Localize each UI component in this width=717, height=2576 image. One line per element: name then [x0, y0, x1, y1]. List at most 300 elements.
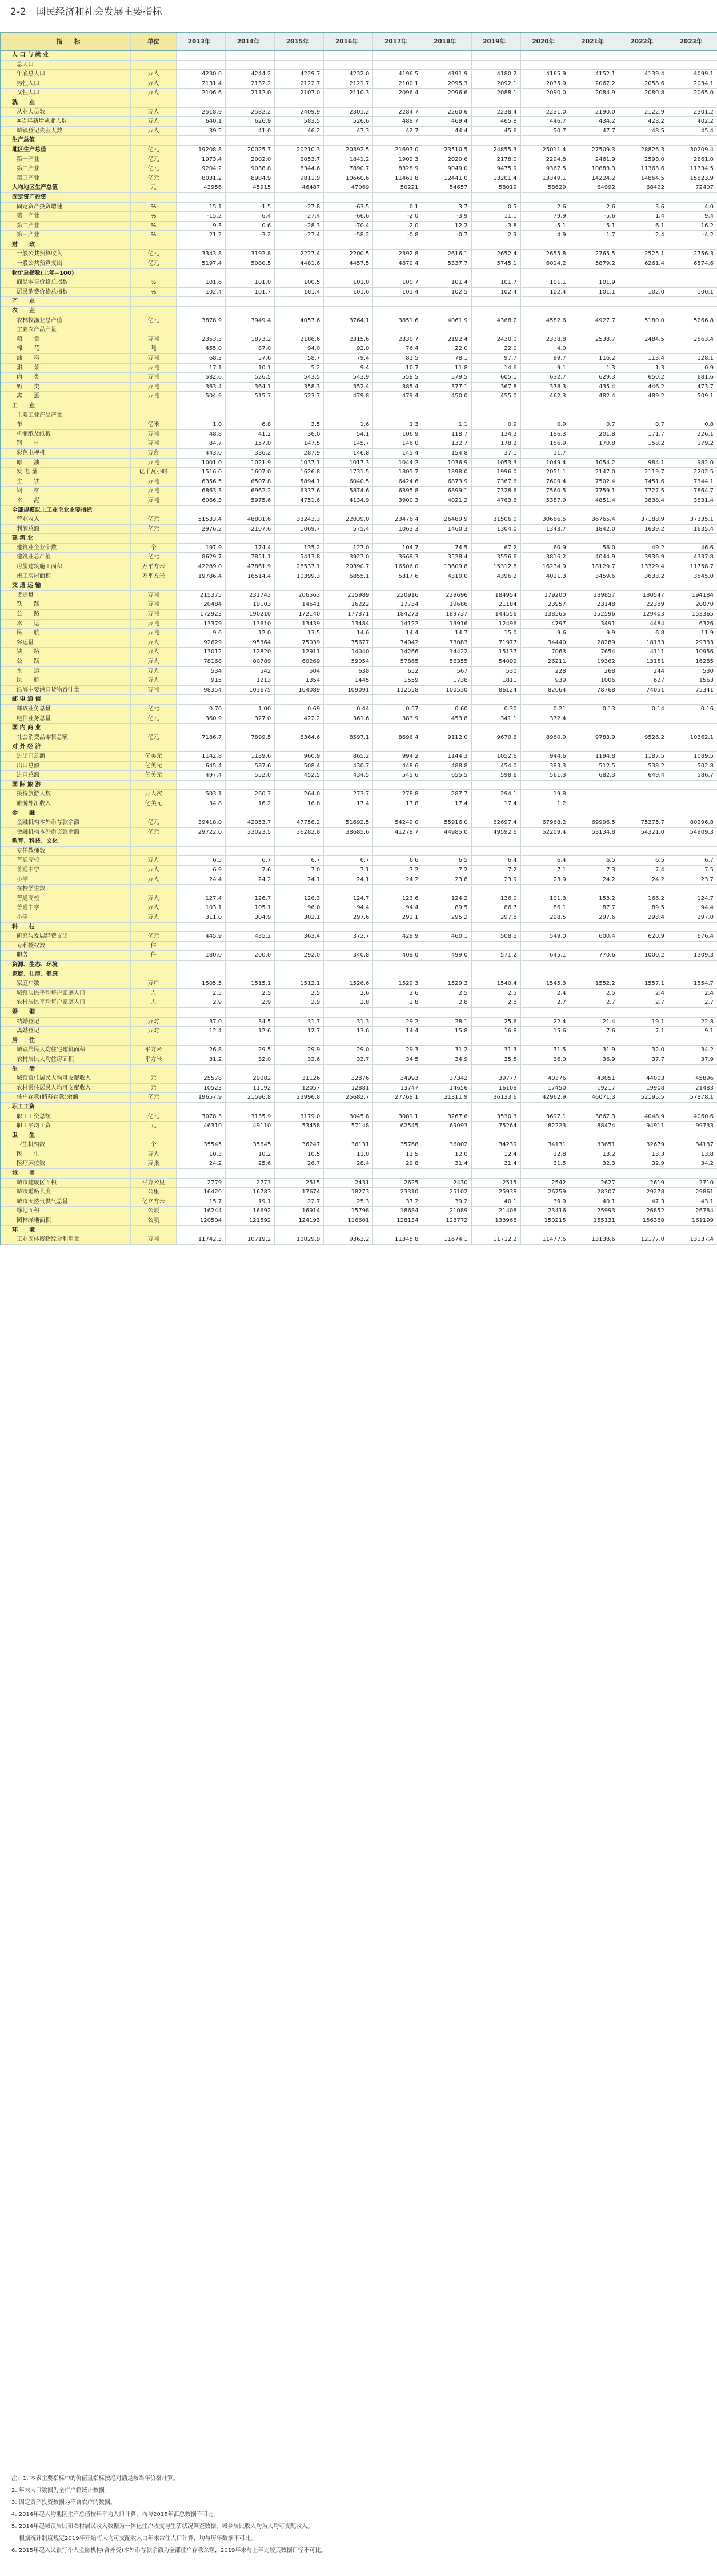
value-cell [226, 1036, 275, 1046]
indicator-unit: 亿元 [131, 714, 177, 724]
value-cell [275, 401, 324, 411]
indicator-unit [131, 534, 177, 543]
value-cell: 34.9 [422, 1055, 471, 1064]
value-cell: 16244 [177, 1207, 226, 1216]
indicator-name: 离婚登记 [1, 1027, 131, 1036]
value-cell: 9.6 [177, 629, 226, 638]
value-cell: 2.7 [521, 998, 570, 1007]
value-cell [373, 534, 422, 543]
value-cell [275, 1131, 324, 1140]
value-cell: 4232.0 [324, 70, 373, 79]
value-cell: 20484 [177, 600, 226, 609]
value-cell [422, 1008, 471, 1017]
value-cell: 75677 [324, 638, 373, 648]
indicator-name: 普通高校 [1, 894, 131, 903]
value-cell [619, 449, 668, 458]
value-cell [275, 837, 324, 846]
value-cell: 129403 [619, 610, 668, 619]
value-cell: 17.4 [472, 799, 521, 809]
indicator-name: 城市建成区面积 [1, 1179, 131, 1188]
indicator-unit [131, 885, 177, 894]
value-cell: 34993 [373, 1074, 422, 1083]
indicator-name: 固定资产投资 [1, 193, 131, 202]
indicator-unit: 亿元 [131, 259, 177, 268]
value-cell [570, 942, 619, 951]
indicator-name: 进出口总额 [1, 752, 131, 761]
value-cell [177, 136, 226, 145]
value-cell: 37.9 [668, 1055, 717, 1064]
value-cell [521, 401, 570, 411]
table-row [1, 553, 717, 562]
value-cell: 5266.8 [668, 316, 717, 325]
note-line: 注：1. 本表主要指标中的价值量指标按绝对额是按当年价格计算。 [11, 2475, 179, 2482]
indicator-unit: 万人 [131, 913, 177, 922]
value-cell: 1540.4 [472, 979, 521, 988]
value-cell: 146.8 [324, 449, 373, 458]
value-cell [521, 534, 570, 543]
indicator-unit: 万台 [131, 449, 177, 458]
indicator-name: 国 际 旅 游 [1, 781, 131, 790]
value-cell [177, 923, 226, 932]
value-cell: 136.0 [472, 894, 521, 903]
value-cell: 16.8 [275, 799, 324, 809]
table-row [1, 790, 717, 799]
value-cell [472, 1103, 521, 1112]
value-cell: 0.7 [570, 420, 619, 429]
value-cell: 24.1 [275, 875, 324, 885]
value-cell: 1194.8 [570, 752, 619, 761]
value-cell [472, 885, 521, 894]
indicator-name: 普通中学 [1, 903, 131, 913]
value-cell: 79.9 [521, 212, 570, 221]
value-cell [324, 885, 373, 894]
value-cell: 31.4 [422, 1159, 471, 1168]
value-cell: 13151 [619, 657, 668, 666]
table-row [1, 70, 717, 79]
value-cell: 99733 [668, 1122, 717, 1131]
table-row [1, 108, 717, 118]
value-cell: 28.4 [324, 1159, 373, 1168]
value-cell: 13609.8 [422, 562, 471, 572]
value-cell: 6.7 [668, 856, 717, 865]
value-cell [324, 581, 373, 590]
value-cell: 33.7 [324, 1055, 373, 1064]
value-cell [373, 961, 422, 970]
value-cell: 26852 [619, 1207, 668, 1216]
value-cell [422, 581, 471, 590]
value-cell [668, 1065, 717, 1074]
value-cell [422, 961, 471, 970]
indicator-name: 第三产业 [1, 231, 131, 240]
value-cell: 1187.5 [619, 752, 668, 761]
indicator-unit: 万人 [131, 856, 177, 865]
value-cell [226, 193, 275, 202]
value-cell: 1037.1 [275, 459, 324, 468]
value-cell [373, 724, 422, 733]
indicator-name: 机制纸及纸板 [1, 430, 131, 439]
value-cell: 13138.6 [570, 1235, 619, 1244]
value-cell: 2301.2 [668, 108, 717, 117]
value-cell: 55916.0 [422, 818, 471, 827]
value-cell: 2084.9 [570, 89, 619, 98]
value-cell: 6574.6 [668, 259, 717, 268]
value-cell [373, 742, 422, 751]
value-cell [177, 411, 226, 420]
indicator-name: 国 内 商 业 [1, 724, 131, 733]
value-cell: 865.2 [324, 752, 373, 761]
value-cell: 3045.8 [324, 1112, 373, 1122]
value-cell: 47861.9 [226, 562, 275, 572]
indicator-name: 普通高校 [1, 856, 131, 865]
value-cell: 10399.3 [275, 572, 324, 581]
table-row [1, 544, 717, 553]
value-cell: 575.4 [324, 525, 373, 534]
value-cell: 37.7 [619, 1055, 668, 1064]
indicator-name: 在校学生数 [1, 885, 131, 894]
value-cell: 40.1 [570, 1197, 619, 1207]
value-cell: 40376 [521, 1074, 570, 1083]
indicator-unit: 公顷 [131, 1216, 177, 1225]
value-cell: 82064 [521, 686, 570, 695]
value-cell: 179200 [521, 591, 570, 600]
table-row [1, 525, 717, 535]
value-cell: 3267.6 [422, 1112, 471, 1122]
value-cell: 1526.6 [324, 979, 373, 988]
value-cell: 58.7 [275, 354, 324, 363]
indicator-unit: 亿美元 [131, 771, 177, 780]
value-cell [177, 1065, 226, 1074]
section-row [1, 1226, 717, 1236]
value-cell: 915 [177, 676, 226, 685]
value-cell: 676.4 [668, 932, 717, 941]
value-cell: 488.8 [422, 762, 471, 771]
value-cell: 503.1 [177, 790, 226, 799]
value-cell: 479.4 [373, 392, 422, 401]
value-cell [619, 325, 668, 335]
value-cell: 2301.2 [324, 108, 373, 117]
value-cell: 104089 [275, 686, 324, 695]
value-cell: 54.1 [324, 430, 373, 439]
value-cell: 86.1 [521, 903, 570, 913]
value-cell: 22.7 [275, 1197, 324, 1207]
value-cell: 2095.3 [422, 79, 471, 89]
value-cell: 7899.5 [226, 733, 275, 742]
value-cell: 102.5 [422, 288, 471, 297]
indicator-name: 邮 电 通 信 [1, 695, 131, 704]
value-cell: 1017.3 [324, 459, 373, 468]
value-cell: 6.4 [226, 212, 275, 221]
indicator-name: 职工工资总额 [1, 1112, 131, 1122]
value-cell: 31.2 [177, 1055, 226, 1064]
value-cell: 21.4 [570, 1018, 619, 1027]
value-cell: 302.1 [275, 913, 324, 922]
value-cell [668, 961, 717, 970]
value-cell [373, 837, 422, 846]
value-cell: 558.5 [373, 373, 422, 382]
value-cell [324, 742, 373, 751]
value-cell: 526.6 [324, 117, 373, 126]
value-cell [521, 581, 570, 590]
value-cell: 0.57 [373, 705, 422, 714]
value-cell [472, 506, 521, 515]
table-row [1, 676, 717, 686]
indicator-unit [131, 411, 177, 420]
value-cell: 31.5 [521, 1159, 570, 1168]
value-cell: 23.9 [521, 875, 570, 885]
value-cell: 19.8 [521, 790, 570, 799]
value-cell [619, 278, 668, 287]
value-cell: 34131 [521, 1140, 570, 1150]
table-row [1, 942, 717, 951]
indicator-name: 家庭、住房、健康 [1, 970, 131, 979]
value-cell: 32.0 [226, 1055, 275, 1064]
value-cell: 15823.9 [668, 174, 717, 183]
indicator-unit: 万平方米 [131, 562, 177, 572]
value-cell: 21184 [472, 600, 521, 609]
value-cell: 42289.0 [177, 562, 226, 572]
indicator-name: 水 泥 [1, 496, 131, 505]
table-row [1, 638, 717, 648]
table-row [1, 989, 717, 999]
value-cell: 7609.4 [521, 477, 570, 487]
value-cell: 2.5 [422, 989, 471, 998]
value-cell: 14266 [373, 648, 422, 657]
indicator-unit: 亿美元 [131, 799, 177, 809]
indicator-name: 建 筑 业 [1, 534, 131, 543]
value-cell: 3697.1 [521, 1112, 570, 1122]
value-cell [521, 724, 570, 733]
value-cell: 2121.7 [324, 79, 373, 89]
indicator-unit [131, 695, 177, 704]
value-cell: 372.7 [324, 932, 373, 941]
value-cell [472, 51, 521, 60]
indicator-name: 对 外 经 济 [1, 742, 131, 751]
indicator-unit: 万人 [131, 875, 177, 885]
value-cell: 100.7 [373, 278, 422, 287]
value-cell: 244 [619, 667, 668, 676]
value-cell: 92.0 [324, 344, 373, 353]
value-cell: 3556.6 [472, 553, 521, 562]
value-cell: 600.4 [570, 932, 619, 941]
value-cell: 504.9 [177, 392, 226, 401]
table-row [1, 762, 717, 771]
indicator-unit: 万人 [131, 89, 177, 98]
table-row [1, 259, 717, 269]
value-cell [275, 193, 324, 202]
value-cell: 2.9 [275, 998, 324, 1007]
value-cell [324, 847, 373, 856]
indicator-unit [131, 269, 177, 278]
value-cell: 124.7 [668, 894, 717, 903]
value-cell: 132.7 [422, 439, 471, 448]
indicator-name: 从业人员数 [1, 108, 131, 117]
value-cell [226, 325, 275, 335]
value-cell: 13484 [324, 620, 373, 629]
value-cell: 231743 [226, 591, 275, 600]
indicator-unit: 万平方米 [131, 572, 177, 581]
value-cell: 3528.4 [422, 553, 471, 562]
value-cell [373, 411, 422, 420]
value-cell [422, 411, 471, 420]
value-cell: -0.8 [373, 231, 422, 240]
value-cell [177, 297, 226, 306]
indicator-unit [131, 401, 177, 411]
value-cell: 16914 [275, 1207, 324, 1216]
indicator-name: 人 口 与 就 业 [1, 51, 131, 60]
value-cell: 101.3 [521, 894, 570, 903]
indicator-name: 主要农产品产量 [1, 325, 131, 335]
indicator-name: 粮 食 [1, 335, 131, 344]
value-cell [668, 790, 717, 799]
value-cell: 29.3 [373, 1046, 422, 1055]
value-cell [619, 344, 668, 353]
table-row [1, 477, 717, 487]
indicator-unit: 亿元 [131, 515, 177, 524]
value-cell: 4396.2 [472, 572, 521, 581]
value-cell: 0.6 [226, 222, 275, 231]
value-cell [324, 325, 373, 335]
value-cell: 12.6 [226, 1027, 275, 1036]
value-cell: 1049.4 [521, 459, 570, 468]
value-cell: 69093 [422, 1122, 471, 1131]
table-row [1, 1112, 717, 1122]
value-cell: 215989 [324, 591, 373, 600]
value-cell: 9.6 [521, 629, 570, 638]
value-cell: 2227.4 [275, 250, 324, 259]
value-cell: 102.4 [472, 288, 521, 297]
indicator-name: 金 融 [1, 809, 131, 818]
indicator-name: 绿地面积 [1, 1207, 131, 1216]
value-cell: 118.7 [422, 430, 471, 439]
value-cell: 58019 [472, 183, 521, 192]
value-cell: 37335.1 [668, 515, 717, 524]
value-cell [472, 136, 521, 145]
value-cell [668, 307, 717, 316]
value-cell: 3343.8 [177, 250, 226, 259]
indicator-unit: 件 [131, 951, 177, 960]
value-cell: -0.7 [422, 231, 471, 240]
value-cell: 341.1 [472, 714, 521, 724]
indicator-unit [131, 1226, 177, 1235]
table-row [1, 1159, 717, 1169]
value-cell [472, 193, 521, 202]
table-row [1, 1093, 717, 1103]
value-cell [668, 1008, 717, 1017]
value-cell: 2190.0 [570, 108, 619, 117]
value-cell: 194184 [668, 591, 717, 600]
indicator-unit: 亿元 [131, 1112, 177, 1122]
indicator-name: 医 生 [1, 1150, 131, 1159]
value-cell [373, 506, 422, 515]
value-cell [373, 1131, 422, 1140]
value-cell: 39.2 [422, 1197, 471, 1207]
value-cell [226, 297, 275, 306]
value-cell: 4061.9 [422, 316, 471, 325]
value-cell [226, 61, 275, 70]
value-cell [668, 136, 717, 145]
value-cell: 39.5 [177, 127, 226, 136]
value-cell [668, 742, 717, 751]
table-row [1, 1179, 717, 1188]
table-row [1, 705, 717, 714]
value-cell: 52209.4 [521, 828, 570, 837]
note-line: 4. 2014年起人均地区生产总值按年平均人口计算，均与2015年汇总数据不可比。 [11, 2511, 219, 2518]
value-cell: 4310.0 [422, 572, 471, 581]
value-cell: 452.5 [275, 771, 324, 780]
value-cell: 29.5 [226, 1046, 275, 1055]
note-line: 6. 2015年起入民银行个人金融机构(含外资)本外币存款余额为全部住户存款余额，2019年末与上年比较其数据口径不可比。 [11, 2547, 327, 2554]
value-cell: 25102 [422, 1188, 471, 1197]
value-cell: 2080.8 [619, 89, 668, 98]
header-year: 2013年 [177, 33, 226, 50]
table-row [1, 733, 717, 743]
value-cell [226, 136, 275, 145]
value-cell: 9670.6 [472, 733, 521, 742]
value-cell: 28289 [570, 638, 619, 648]
value-cell: 31.3 [472, 1046, 521, 1055]
indicator-name: 地区生产总值 [1, 146, 131, 155]
value-cell: 36282.8 [275, 828, 324, 837]
value-cell [472, 837, 521, 846]
value-cell: 23310 [373, 1188, 422, 1197]
value-cell [619, 297, 668, 306]
value-cell [324, 837, 373, 846]
value-cell [668, 325, 717, 335]
value-cell [619, 695, 668, 704]
value-cell: 1.0 [177, 420, 226, 429]
value-cell [324, 1131, 373, 1140]
indicator-name: 油 料 [1, 354, 131, 363]
value-cell [275, 61, 324, 70]
value-cell: 0.30 [472, 705, 521, 714]
value-cell: 2525.1 [619, 250, 668, 259]
value-cell: 297.6 [324, 913, 373, 922]
value-cell: 5874.6 [324, 487, 373, 496]
indicator-unit: 万人 [131, 79, 177, 89]
value-cell: 10.7 [373, 364, 422, 373]
value-cell: 127.0 [324, 544, 373, 553]
value-cell: 0.60 [422, 705, 471, 714]
value-cell: 13379 [177, 620, 226, 629]
value-cell: 180.0 [177, 951, 226, 960]
value-cell: 9367.5 [521, 164, 570, 174]
value-cell [521, 781, 570, 790]
value-cell [177, 961, 226, 970]
value-cell: 1036.9 [422, 459, 471, 468]
value-cell: 4244.2 [226, 70, 275, 79]
value-cell [324, 98, 373, 107]
value-cell: 10362.1 [668, 733, 717, 742]
value-cell: 150215 [521, 1216, 570, 1225]
value-cell: 25578 [177, 1074, 226, 1083]
value-cell: 2053.7 [275, 155, 324, 164]
value-cell [275, 506, 324, 515]
value-cell: 8629.7 [177, 553, 226, 562]
indicator-unit: 万吨 [131, 335, 177, 344]
indicator-unit: 亿美元 [131, 762, 177, 771]
value-cell: 17.4 [324, 799, 373, 809]
value-cell [521, 847, 570, 856]
value-cell: 3135.9 [226, 1112, 275, 1122]
value-cell: 2096.6 [422, 89, 471, 98]
value-cell: 4582.6 [521, 316, 570, 325]
note-line: 2. 年末人口数据为全市户籍统计数据。 [11, 2487, 110, 2494]
value-cell: 33023.5 [226, 828, 275, 837]
value-cell [521, 885, 570, 894]
value-cell: 79.4 [324, 354, 373, 363]
value-cell: 96.0 [275, 903, 324, 913]
value-cell: 29.0 [324, 1046, 373, 1055]
